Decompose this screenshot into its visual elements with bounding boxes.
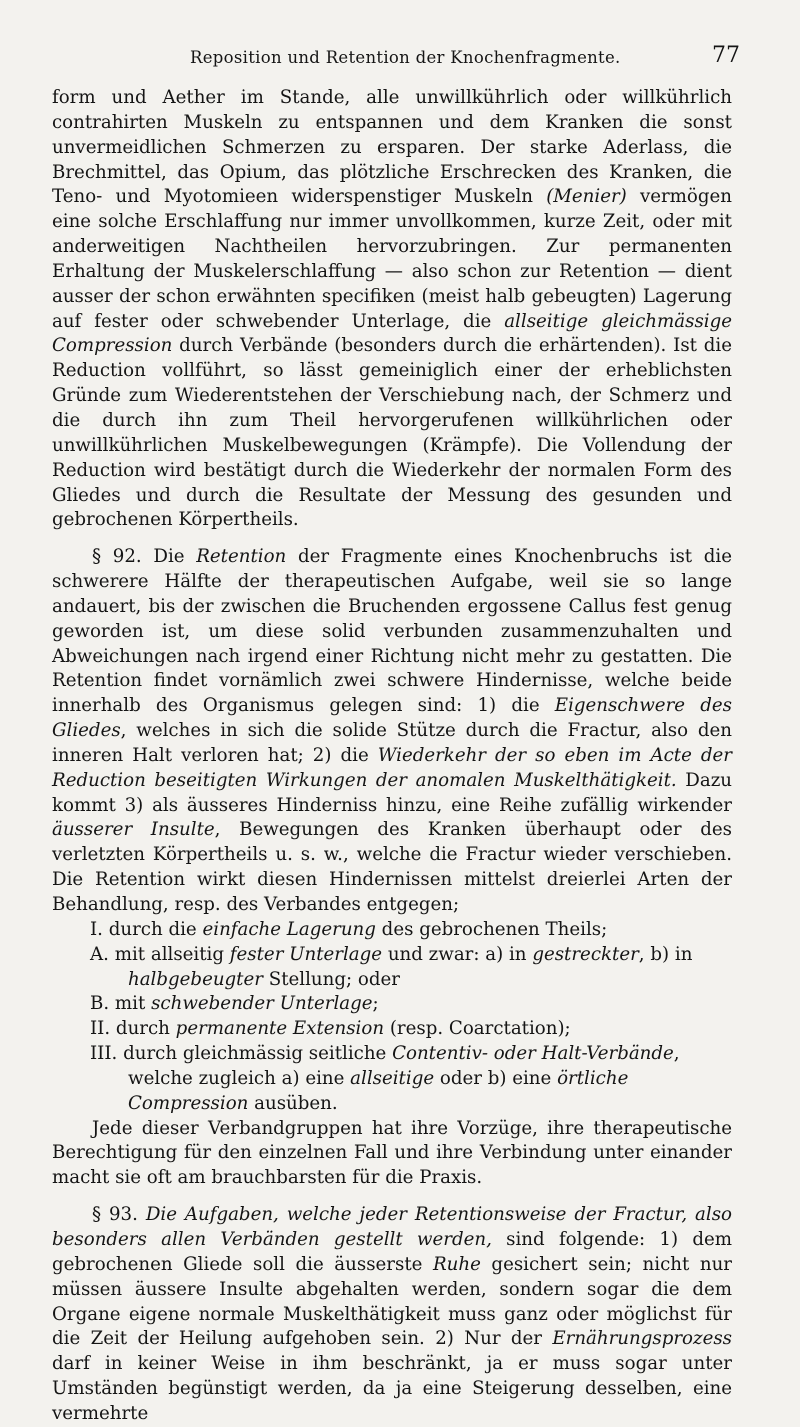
italic-run: einfache Lagerung — [202, 918, 376, 940]
italic-run: gestreckter — [532, 943, 639, 965]
paragraph-reduction — [52, 86, 732, 533]
text-run: I. durch die — [90, 918, 203, 940]
text-run: gesichert sein; nicht nur müssen äussere Insulte abgehalten werden, sondern sogar die dem Organe eigene normale Muskelthätigkeit muss ganz oder möglichst für die Zeit der Heilung aufgehoben sein. 2) Nur der — [52, 1253, 732, 1350]
italic-run: Ruhe — [432, 1253, 481, 1275]
running-title: Reposition und Retention der Knochenfragmente. — [190, 48, 621, 67]
italic-run: Ernährungsprozess — [552, 1328, 732, 1350]
text-run: oder b) eine — [434, 1067, 558, 1089]
text-run: darf in keiner Weise in ihm beschränkt, ja er muss sogar unter Umständen begünstigt werden, da ja eine Steigerung desselben, eine vermehrte — [52, 1353, 732, 1424]
italic-run: Eigenschwere des Gliedes — [52, 695, 732, 742]
list-item-ii — [90, 1017, 732, 1042]
text-run: der Fragmente eines Knochenbruchs ist die schwerere Hälfte der therapeutischen Aufgabe, weil sie so lange andauert, bis der zwischen die Bruchenden ergossene Callus fest genug geworden ist, um diese solid verbunden zusammenzuhalten und Abweichungen nach irgend einer Richtung nicht mehr zu gestatten. Die Retention findet vornämlich zwei schwere Hindernisse, welche beide innerhalb des Organismus gelegen sind: 1) die — [52, 546, 732, 717]
page-number: 77 — [712, 43, 740, 68]
list-item-iii — [90, 1042, 732, 1117]
page-body — [52, 86, 732, 1427]
text-run: ; — [372, 993, 379, 1015]
italic-run: Retention — [196, 546, 287, 568]
text-run: , welches in sich die solide Stütze durch die Fractur, also den inneren Halt verloren hat; 2) die — [52, 720, 732, 766]
list-item-b — [90, 992, 732, 1017]
paragraph-section-92 — [52, 545, 732, 918]
text-run: ausüben. — [248, 1092, 338, 1114]
italic-run: Die Aufgaben, welche jeder Retentionsweise der Fractur, also besonders allen Verbänden gestellt werden, — [52, 1204, 732, 1250]
text-run: , Bewegungen des Kranken überhaupt oder des verletzten Körpertheils u. s. w., welche die Fractur wieder verschieben. Die Retention wirkt diesen Hindernissen mittelst dreierlei Arten der Behandlung, resp. des Verbandes entgegen; — [52, 819, 732, 915]
italic-run: örtliche Compression — [128, 1067, 629, 1114]
page-header — [60, 43, 740, 75]
paragraph-verbandgruppen — [52, 1117, 732, 1192]
italic-run: allseitige gleichmässige Compression — [52, 310, 732, 357]
text-run: B. mit — [90, 993, 152, 1015]
text-run: sind folgende: 1) dem gebrochenen Gliede soll die äusserste — [52, 1228, 732, 1275]
italic-run: äusserer Insulte — [52, 819, 215, 841]
text-run: § 93. — [92, 1204, 146, 1226]
text-run: Jede dieser Verbandgruppen hat ihre Vorzüge, ihre therapeutische Berechtigung für den einzelnen Fall und ihre Verbindung unter einander macht sie oft am brauchbarsten für die Praxis. — [52, 1117, 732, 1189]
italic-run: schwebender Unterlage — [151, 993, 373, 1015]
text-run: (resp. Coarctation); — [384, 1018, 571, 1040]
list-item-a — [90, 943, 732, 993]
text-run: vermögen eine solche Erschlaffung nur immer unvollkommen, kurze Zeit, oder mit anderweitigen Nachtheilen hervorzubringen. Zur permanenten Erhaltung der Muskelerschlaffung — also schon zur Retention — dient ausser der schon erwähnten specifiken (meist halb gebeugten) Lagerung auf fester oder schwebender Unterlage, die — [52, 186, 732, 332]
italic-run: Wiederkehr der so eben im Acte der Reduction beseitigten Wirkungen der anomalen Muskelthätigkeit. — [52, 744, 732, 791]
text-run: form und Aether im Stande, alle unwillkührlich oder willkührlich contrahirten Muskeln zu entspannen und dem Kranken die sonst unvermeidlichen Schmerzen zu ersparen. Der starke Aderlass, die Brechmittel, das Opium, das plötzliche Erschrecken des Kranken, die Teno- und Myotomieen widerspenstiger Muskeln — [52, 87, 732, 208]
list-item-i — [90, 918, 732, 943]
text-run: § 92. Die — [92, 546, 197, 568]
italic-run: (Menier) — [546, 186, 627, 208]
text-run: und zwar: a) in — [382, 943, 533, 965]
italic-run: halbgebeugter — [128, 968, 263, 990]
text-run: des gebrochenen Theils; — [375, 918, 608, 940]
text-run: durch Verbände (besonders durch die erhärtenden). Ist die Reduction vollführt, so lässt gemeiniglich einer der erheblichsten Gründe zum Wiederentstehen der Verschiebung nach, der Schmerz und die durch ihn zum Theil hervorgerufenen willkührlichen oder unwillkührlichen Muskelbewegungen (Krämpfe). Die Vollendung der Reduction wird bestätigt durch die Wiederkehr der normalen Form des Gliedes und durch die Resultate der Messung des gesunden und gebrochenen Körpertheils. — [52, 335, 732, 531]
text-run: welche zugleich a) eine — [128, 1067, 351, 1089]
text-run: Stellung; oder — [262, 968, 400, 990]
paragraph-section-93 — [52, 1203, 732, 1427]
text-run: , — [673, 1043, 680, 1065]
text-run: , b) in — [638, 943, 693, 965]
italic-run: Contentiv- oder Halt-Verbände — [392, 1043, 674, 1065]
text-run: Dazu kommt 3) als äusseres Hinderniss hinzu, eine Reihe zufällig wirkender — [52, 769, 732, 816]
text-run: II. durch — [90, 1018, 176, 1040]
text-run: A. mit allseitig — [90, 943, 230, 965]
italic-run: permanente Extension — [175, 1018, 385, 1040]
italic-run: fester Unterlage — [229, 943, 383, 965]
text-run: III. durch gleichmässig seitliche — [90, 1043, 393, 1065]
treatment-list — [52, 918, 732, 1117]
italic-run: allseitige — [350, 1067, 435, 1089]
